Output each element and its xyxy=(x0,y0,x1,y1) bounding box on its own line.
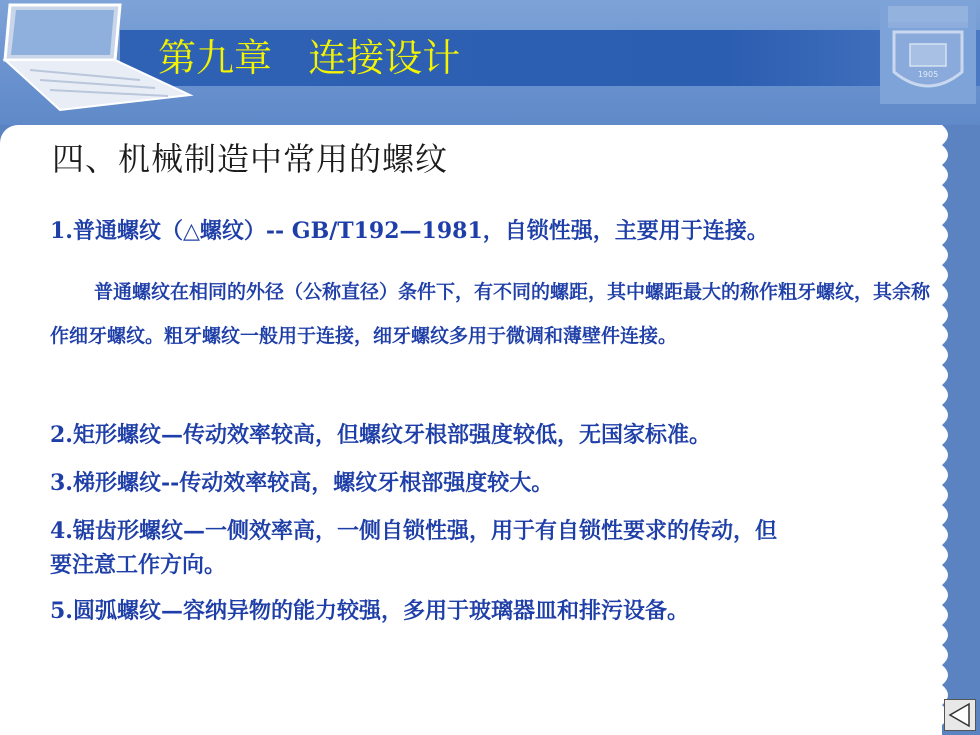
paragraph-text: 普通螺纹在相同的外径（公称直径）条件下，有不同的螺距，其中螺距最大的称作粗牙螺纹，其余称作细牙螺纹。粗牙螺纹一般用于连接，细牙螺纹多用于微调和薄壁件连接。 xyxy=(50,281,931,347)
section-heading: 四、机械制造中常用的螺纹 xyxy=(52,140,449,178)
triangle-left-icon xyxy=(945,700,975,730)
chapter-title: 第九章 连接设计 xyxy=(158,36,461,80)
back-button[interactable] xyxy=(944,699,976,731)
item-4-line-1: 4.锯齿形螺纹—一侧效率高，一侧自锁性强，用于有自锁性要求的传动，但 xyxy=(50,518,777,544)
item-1: 1.普通螺纹（△螺纹）-- GB/T192—1981，自锁性强，主要用于连接。 xyxy=(50,218,769,244)
emblem-year: 1905 xyxy=(917,70,939,79)
scalloped-edge xyxy=(930,125,954,735)
university-emblem-icon xyxy=(880,2,976,104)
item-3: 3.梯形螺纹--传动效率较高，螺纹牙根部强度较大。 xyxy=(50,470,554,496)
item-4-line-2: 要注意工作方向。 xyxy=(50,552,227,578)
item-5: 5.圆弧螺纹—容纳异物的能力较强，多用于玻璃器皿和排污设备。 xyxy=(50,598,689,624)
paragraph-block xyxy=(50,270,940,358)
item-2: 2.矩形螺纹—传动效率较高，但螺纹牙根部强度较低，无国家标准。 xyxy=(50,422,711,448)
